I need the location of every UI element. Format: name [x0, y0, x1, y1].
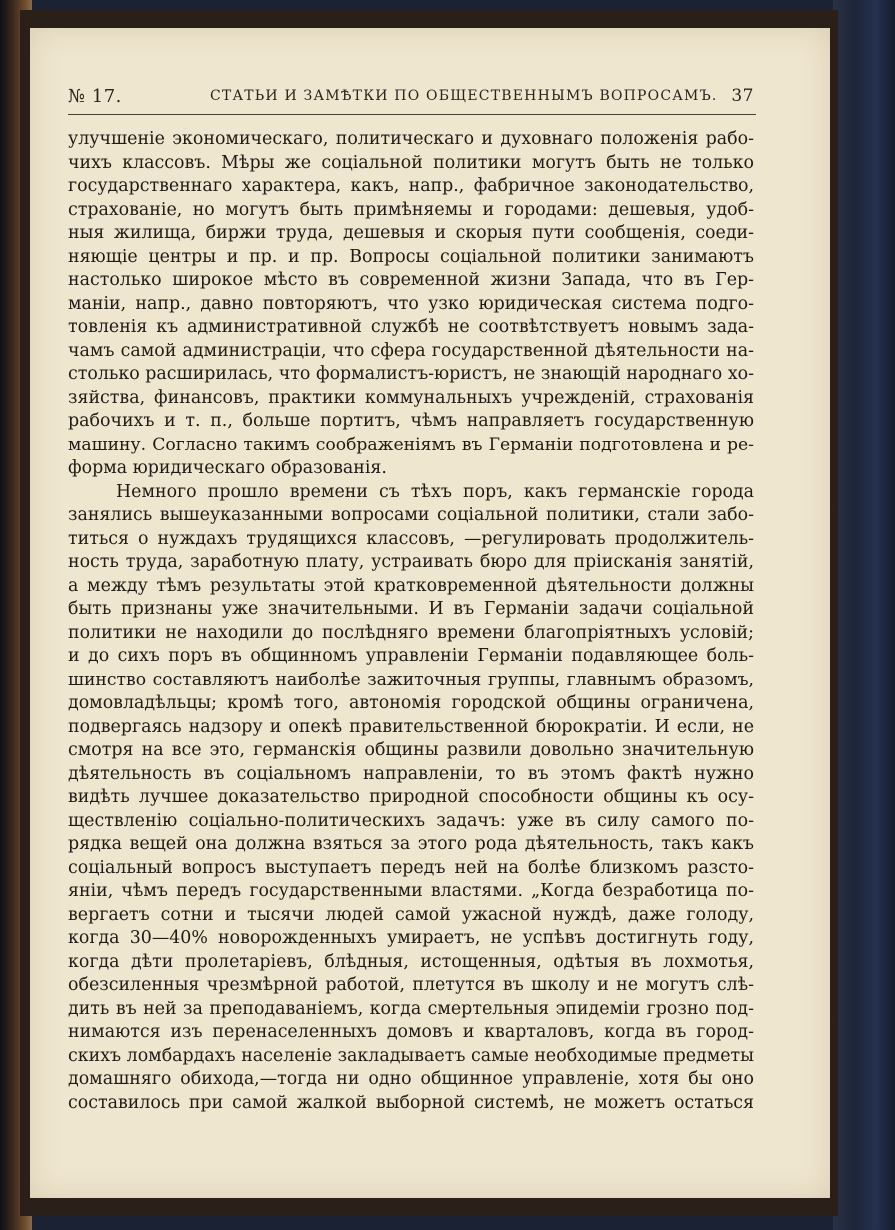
running-title: СТАТЬИ И ЗАМѢТКИ ПО ОБЩЕСТВЕННЫМЪ ВОПРОСАМЪ. — [210, 88, 718, 104]
text-line: домашняго обихода,—тогда ни одно общинное управленіе, хотя бы оно — [68, 1069, 754, 1089]
text-line: дить въ ней за преподаваніемъ, когда смертельныя эпидеміи грозно под- — [68, 998, 754, 1019]
issue-number: № 17. — [68, 86, 122, 107]
text-line: товленія къ административной службѣ не соотвѣтствуетъ новымъ зада- — [68, 317, 754, 337]
text-line: обезсиленныя чрезмѣрной работой, плетутся въ школу и не могутъ слѣ- — [68, 975, 754, 995]
text-line: когда 30—40% новорожденныхъ умираетъ, не успѣвъ достигнуть году, — [68, 928, 754, 948]
text-line: титься о нуждахъ трудящихся классовъ, —регулировать продолжитель- — [68, 528, 754, 549]
text-line: страхованіе, но могутъ быть примѣняемы и городами: дешевыя, удоб- — [68, 199, 754, 220]
text-line: улучшеніе экономическаго, политическаго и духовнаго положенія рабо- — [68, 129, 754, 149]
text-line: государственнаго характера, какъ, напр., фабричное законодательство, — [68, 176, 754, 196]
text-line: яніи, чѣмъ передъ государственными властями. „Когда безработица по- — [68, 881, 754, 901]
text-line: чамъ самой администраціи, что сфера государственной дѣятельности на- — [68, 340, 754, 361]
text-line: машину. Согласно такимъ соображеніямъ въ Германіи подготовлена и ре- — [68, 434, 754, 455]
text-line: ность труда, заработную плату, устраивать бюро для пріисканія занятій, — [68, 552, 754, 572]
text-line: домовладѣльцы; кромѣ того, автономія городской общины ограничена, — [68, 693, 754, 713]
text-line: нимаются изъ перенаселенныхъ домовъ и кварталовъ, когда въ город- — [68, 1022, 754, 1042]
text-line: смотря на все это, германскія общины развили довольно значительную — [68, 740, 754, 760]
text-line: форма юридическаго образованія. — [68, 458, 387, 478]
body-text — [68, 128, 754, 1115]
text-line: няющіе центры и пр. и пр. Вопросы соціальной политики занимаютъ — [68, 246, 754, 267]
text-line: занялись вышеуказанными вопросами соціальной политики, стали забо- — [68, 505, 754, 525]
text-line: видѣть лучшее доказательство природной способности общины къ осу- — [68, 787, 754, 807]
text-line: вергаетъ сотни и тысячи людей самой ужасной нуждѣ, даже голоду, — [68, 904, 754, 925]
book-cover-edge — [833, 0, 895, 1230]
text-line: соціальный вопросъ выступаетъ передъ ней на болѣе близкомъ разсто- — [68, 857, 754, 878]
text-line: а между тѣмъ результаты этой кратковременной дѣятельности должны — [68, 575, 754, 596]
text-line: дѣятельность въ соціальномъ направленіи, то въ этомъ фактѣ нужно — [68, 763, 754, 784]
page-number: 37 — [731, 86, 754, 106]
text-line: рабочихъ и т. п., больше портитъ, чѣмъ направляетъ государственную — [68, 411, 754, 431]
text-line: столько расширилась, что формалистъ-юристъ, не знающій народнаго хо- — [68, 364, 754, 384]
text-line: быть признаны уже значительными. И въ Германіи задачи соціальной — [68, 599, 754, 619]
text-line: и до сихъ поръ въ общинномъ управленіи Германіи подавляющее боль- — [68, 646, 754, 666]
text-line: ныя жилища, биржи труда, дешевыя и скорыя пути сообщенія, соеди- — [68, 223, 754, 243]
text-line: подвергаясь надзору и опекѣ правительственной бюрократіи. И если, не — [68, 716, 754, 737]
text-line: составилось при самой жалкой выборной системѣ, не можетъ остаться — [68, 1092, 754, 1113]
text-line: рядка вещей она должна взяться за этого рода дѣятельность, такъ какъ — [68, 834, 754, 854]
header-rule — [68, 114, 756, 115]
text-line: Немного прошло времени съ тѣхъ поръ, какъ германскіе города — [116, 481, 754, 502]
text-line: скихъ ломбардахъ населеніе закладываетъ самые необходимые предметы — [68, 1045, 754, 1066]
text-line: политики не находили до послѣдняго времени благопріятныхъ условій; — [68, 622, 754, 643]
text-line: шинство составляютъ наиболѣе зажиточныя группы, главнымъ образомъ, — [68, 669, 754, 690]
text-line: чихъ классовъ. Мѣры же соціальной политики могутъ быть не только — [68, 152, 754, 173]
text-line: ществленію соціально-политическихъ задачъ: уже въ силу самого по- — [68, 810, 754, 831]
text-line: когда дѣти пролетаріевъ, блѣдныя, истощенныя, одѣтыя въ лохмотья, — [68, 951, 754, 972]
running-header — [68, 86, 756, 110]
text-line: маніи, напр., давно повторяютъ, что узко юридическая система подго- — [68, 293, 754, 314]
text-line: зяйства, финансовъ, практики коммунальныхъ учрежденій, страхованія — [68, 387, 754, 408]
text-line: настолько широкое мѣсто въ современной жизни Запада, что въ Гер- — [68, 270, 754, 290]
